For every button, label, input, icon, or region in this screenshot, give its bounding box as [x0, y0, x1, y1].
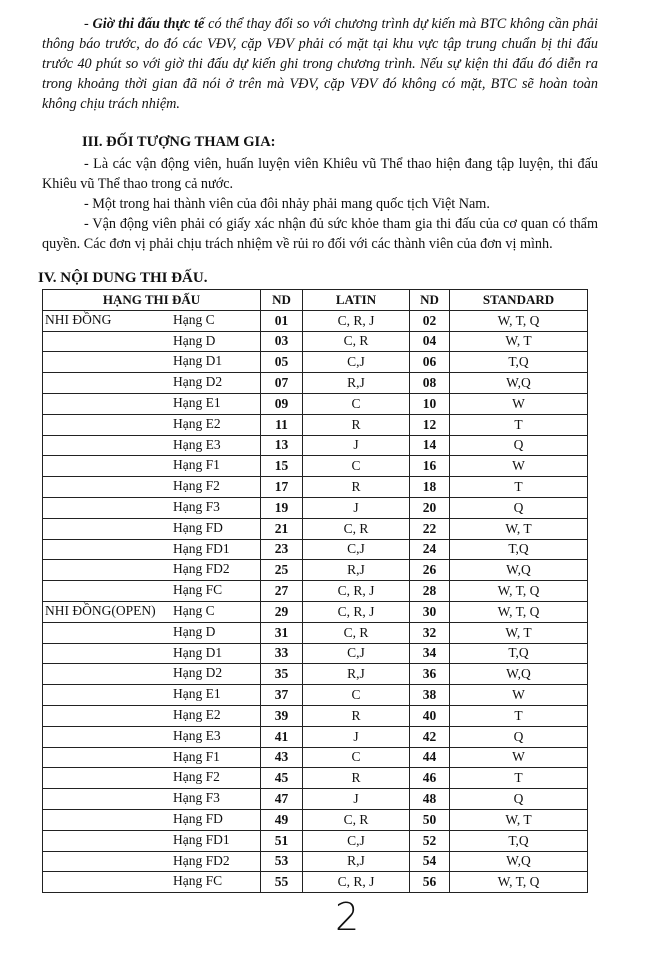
table-row	[43, 601, 588, 622]
standard-cell: T	[450, 705, 588, 726]
table-row	[43, 414, 588, 435]
standard-cell: W	[450, 393, 588, 414]
table-row	[43, 539, 588, 560]
latin-cell: J	[303, 435, 410, 456]
table-row	[43, 373, 588, 394]
latin-cell: C,J	[303, 352, 410, 373]
table-row	[43, 747, 588, 768]
class-cell	[43, 581, 261, 602]
standard-cell: W,Q	[450, 373, 588, 394]
table-row	[43, 393, 588, 414]
level-label: Hạng E3	[173, 436, 221, 452]
nd-standard-cell: 12	[410, 414, 450, 435]
latin-cell: C, R	[303, 518, 410, 539]
nd-latin-cell: 27	[261, 581, 303, 602]
latin-cell: C, R, J	[303, 872, 410, 893]
table-row	[43, 685, 588, 706]
nd-latin-cell: 25	[261, 560, 303, 581]
standard-cell: W, T, Q	[450, 872, 588, 893]
standard-cell: W, T	[450, 331, 588, 352]
nd-latin-cell: 05	[261, 352, 303, 373]
latin-cell: C	[303, 685, 410, 706]
latin-cell: R,J	[303, 851, 410, 872]
latin-cell: C	[303, 456, 410, 477]
level-label: Hạng E3	[173, 727, 221, 743]
level-label: Hạng D2	[173, 374, 223, 390]
nd-standard-cell: 40	[410, 705, 450, 726]
nd-latin-cell: 23	[261, 539, 303, 560]
latin-cell: R	[303, 705, 410, 726]
nd-standard-cell: 32	[410, 622, 450, 643]
table-row	[43, 331, 588, 352]
header-latin: LATIN	[303, 290, 410, 311]
level-label: Hạng FD	[173, 810, 223, 826]
intro-text: có thể thay đổi so với chương trình dự kiến mà BTC không cần phải thông báo trước, do đó các VĐV, cặp VĐV phải có mặt tại khu vực tập trung chuẩn bị thi đấu trước 40 phút so với giờ thi đấu dự kiến ghi trong chương trình. Nếu sự kiện thi đấu đó diễn ra trong khoảng thời gian đã nói ở trên mà VĐV, cặp VĐV đó không có mặt, BTC sẽ hoàn toàn không chịu trách nhiệm.	[42, 16, 598, 112]
level-label: Hạng FC	[173, 582, 223, 598]
standard-cell: W, T	[450, 518, 588, 539]
nd-latin-cell: 53	[261, 851, 303, 872]
latin-cell: C, R, J	[303, 581, 410, 602]
level-label: Hạng D	[173, 623, 216, 639]
level-label: Hạng FD1	[173, 540, 230, 556]
table-row	[43, 456, 588, 477]
group-label: NHI ĐỒNG	[45, 311, 112, 327]
table-row	[43, 643, 588, 664]
nd-standard-cell: 50	[410, 809, 450, 830]
nd-standard-cell: 46	[410, 768, 450, 789]
latin-cell: C, R	[303, 331, 410, 352]
nd-standard-cell: 08	[410, 373, 450, 394]
class-cell	[43, 373, 261, 394]
nd-latin-cell: 09	[261, 393, 303, 414]
nd-standard-cell: 34	[410, 643, 450, 664]
standard-cell: T,Q	[450, 539, 588, 560]
nd-standard-cell: 26	[410, 560, 450, 581]
nd-standard-cell: 44	[410, 747, 450, 768]
level-label: Hạng FC	[173, 873, 223, 889]
standard-cell: W	[450, 685, 588, 706]
standard-cell: W,Q	[450, 851, 588, 872]
nd-latin-cell: 29	[261, 601, 303, 622]
nd-latin-cell: 07	[261, 373, 303, 394]
class-cell	[43, 726, 261, 747]
standard-cell: T,Q	[450, 352, 588, 373]
nd-latin-cell: 35	[261, 664, 303, 685]
header-class: HẠNG THI ĐẤU	[43, 290, 261, 311]
nd-standard-cell: 36	[410, 664, 450, 685]
level-label: Hạng C	[173, 602, 215, 618]
class-cell	[43, 435, 261, 456]
nd-latin-cell: 03	[261, 331, 303, 352]
header-standard: STANDARD	[450, 290, 588, 311]
latin-cell: R,J	[303, 560, 410, 581]
intro-lead: -	[84, 16, 93, 32]
class-cell	[43, 352, 261, 373]
nd-latin-cell: 41	[261, 726, 303, 747]
nd-standard-cell: 38	[410, 685, 450, 706]
nd-latin-cell: 15	[261, 456, 303, 477]
standard-cell: W	[450, 747, 588, 768]
level-label: Hạng E1	[173, 686, 221, 702]
standard-cell: Q	[450, 435, 588, 456]
level-label: Hạng FD2	[173, 561, 230, 577]
table-row	[43, 497, 588, 518]
table-row	[43, 768, 588, 789]
nd-latin-cell: 17	[261, 477, 303, 498]
standard-cell: T	[450, 414, 588, 435]
table-row	[43, 851, 588, 872]
nd-latin-cell: 11	[261, 414, 303, 435]
class-cell	[43, 664, 261, 685]
class-cell	[43, 809, 261, 830]
latin-cell: C	[303, 747, 410, 768]
level-label: Hạng D	[173, 332, 216, 348]
class-cell	[43, 477, 261, 498]
section3-heading: III. ĐỐI TƯỢNG THAM GIA:	[82, 134, 276, 150]
class-cell	[43, 789, 261, 810]
group-label: NHI ĐỒNG(OPEN)	[45, 602, 156, 618]
section3-item: - Một trong hai thành viên của đôi nhảy phải mang quốc tịch Việt Nam.	[84, 196, 490, 212]
nd-latin-cell: 47	[261, 789, 303, 810]
table-row	[43, 726, 588, 747]
latin-cell: C,J	[303, 830, 410, 851]
class-cell	[43, 310, 261, 331]
nd-latin-cell: 49	[261, 809, 303, 830]
level-label: Hạng D1	[173, 353, 223, 369]
latin-cell: R	[303, 477, 410, 498]
latin-cell: R	[303, 768, 410, 789]
nd-standard-cell: 04	[410, 331, 450, 352]
nd-standard-cell: 22	[410, 518, 450, 539]
latin-cell: C	[303, 393, 410, 414]
section4-heading: IV. NỘI DUNG THI ĐẤU.	[38, 270, 208, 286]
table-row	[43, 622, 588, 643]
nd-standard-cell: 10	[410, 393, 450, 414]
nd-standard-cell: 18	[410, 477, 450, 498]
class-cell	[43, 331, 261, 352]
nd-standard-cell: 48	[410, 789, 450, 810]
header-nd-standard: ND	[410, 290, 450, 311]
level-label: Hạng F1	[173, 748, 220, 764]
class-cell	[43, 497, 261, 518]
level-label: Hạng D2	[173, 665, 223, 681]
table-row	[43, 477, 588, 498]
level-label: Hạng F2	[173, 478, 220, 494]
standard-cell: W, T, Q	[450, 310, 588, 331]
section3-item: - Là các vận động viên, huấn luyện viên Khiêu vũ Thể thao hiện đang tập luyện, thi đấu Khiêu vũ Thể thao trong cả nước.	[42, 156, 598, 192]
standard-cell: Q	[450, 726, 588, 747]
class-cell	[43, 456, 261, 477]
standard-cell: Q	[450, 497, 588, 518]
standard-cell: T,Q	[450, 830, 588, 851]
table-row	[43, 705, 588, 726]
latin-cell: R,J	[303, 664, 410, 685]
nd-standard-cell: 06	[410, 352, 450, 373]
standard-cell: Q	[450, 789, 588, 810]
level-label: Hạng F2	[173, 769, 220, 785]
class-cell	[43, 872, 261, 893]
class-cell	[43, 560, 261, 581]
nd-standard-cell: 14	[410, 435, 450, 456]
level-label: Hạng FD	[173, 519, 223, 535]
class-cell	[43, 622, 261, 643]
competition-table	[42, 289, 588, 893]
nd-latin-cell: 43	[261, 747, 303, 768]
nd-latin-cell: 39	[261, 705, 303, 726]
latin-cell: J	[303, 789, 410, 810]
intro-bold-phrase: Giờ thi đấu thực tế	[92, 16, 205, 32]
level-label: Hạng FD2	[173, 852, 230, 868]
standard-cell: T	[450, 477, 588, 498]
level-label: Hạng FD1	[173, 831, 230, 847]
latin-cell: R	[303, 414, 410, 435]
standard-cell: W, T, Q	[450, 581, 588, 602]
latin-cell: J	[303, 497, 410, 518]
page-number: 2	[335, 895, 360, 939]
class-cell	[43, 539, 261, 560]
nd-latin-cell: 45	[261, 768, 303, 789]
level-label: Hạng C	[173, 311, 215, 327]
standard-cell: W	[450, 456, 588, 477]
table-row	[43, 872, 588, 893]
level-label: Hạng D1	[173, 644, 223, 660]
table-row	[43, 518, 588, 539]
level-label: Hạng E2	[173, 706, 221, 722]
table-row	[43, 789, 588, 810]
nd-standard-cell: 42	[410, 726, 450, 747]
table-row	[43, 560, 588, 581]
table-row	[43, 581, 588, 602]
table-row	[43, 664, 588, 685]
latin-cell: C, R, J	[303, 601, 410, 622]
nd-standard-cell: 02	[410, 310, 450, 331]
standard-cell: T,Q	[450, 643, 588, 664]
class-cell	[43, 393, 261, 414]
nd-standard-cell: 52	[410, 830, 450, 851]
level-label: Hạng F3	[173, 790, 220, 806]
table-header-row	[43, 290, 588, 311]
class-cell	[43, 414, 261, 435]
nd-latin-cell: 31	[261, 622, 303, 643]
table-row	[43, 830, 588, 851]
nd-latin-cell: 51	[261, 830, 303, 851]
table-row	[43, 809, 588, 830]
nd-latin-cell: 01	[261, 310, 303, 331]
standard-cell: W, T	[450, 809, 588, 830]
latin-cell: J	[303, 726, 410, 747]
class-cell	[43, 601, 261, 622]
class-cell	[43, 518, 261, 539]
standard-cell: W,Q	[450, 560, 588, 581]
level-label: Hạng F3	[173, 498, 220, 514]
level-label: Hạng F1	[173, 457, 220, 473]
level-label: Hạng E2	[173, 415, 221, 431]
nd-latin-cell: 13	[261, 435, 303, 456]
standard-cell: W, T	[450, 622, 588, 643]
nd-standard-cell: 24	[410, 539, 450, 560]
standard-cell: T	[450, 768, 588, 789]
table-row	[43, 310, 588, 331]
nd-standard-cell: 20	[410, 497, 450, 518]
class-cell	[43, 851, 261, 872]
latin-cell: C, R	[303, 809, 410, 830]
table-row	[43, 435, 588, 456]
latin-cell: C, R	[303, 622, 410, 643]
class-cell	[43, 643, 261, 664]
nd-standard-cell: 56	[410, 872, 450, 893]
standard-cell: W, T, Q	[450, 601, 588, 622]
class-cell	[43, 685, 261, 706]
table-row	[43, 352, 588, 373]
latin-cell: C,J	[303, 643, 410, 664]
section3-item: - Vận động viên phải có giấy xác nhận đủ sức khỏe tham gia thi đấu của cơ quan có thẩm quyền. Các đơn vị phải chịu trách nhiệm về rủi ro đối với các thành viên của đơn vị mình.	[42, 216, 598, 252]
intro-paragraph	[42, 14, 598, 114]
level-label: Hạng E1	[173, 394, 221, 410]
nd-latin-cell: 19	[261, 497, 303, 518]
standard-cell: W,Q	[450, 664, 588, 685]
nd-standard-cell: 16	[410, 456, 450, 477]
class-cell	[43, 705, 261, 726]
latin-cell: C,J	[303, 539, 410, 560]
nd-latin-cell: 55	[261, 872, 303, 893]
nd-standard-cell: 30	[410, 601, 450, 622]
nd-latin-cell: 33	[261, 643, 303, 664]
class-cell	[43, 830, 261, 851]
latin-cell: R,J	[303, 373, 410, 394]
class-cell	[43, 747, 261, 768]
latin-cell: C, R, J	[303, 310, 410, 331]
nd-standard-cell: 28	[410, 581, 450, 602]
nd-standard-cell: 54	[410, 851, 450, 872]
nd-latin-cell: 37	[261, 685, 303, 706]
header-nd-latin: ND	[261, 290, 303, 311]
nd-latin-cell: 21	[261, 518, 303, 539]
class-cell	[43, 768, 261, 789]
